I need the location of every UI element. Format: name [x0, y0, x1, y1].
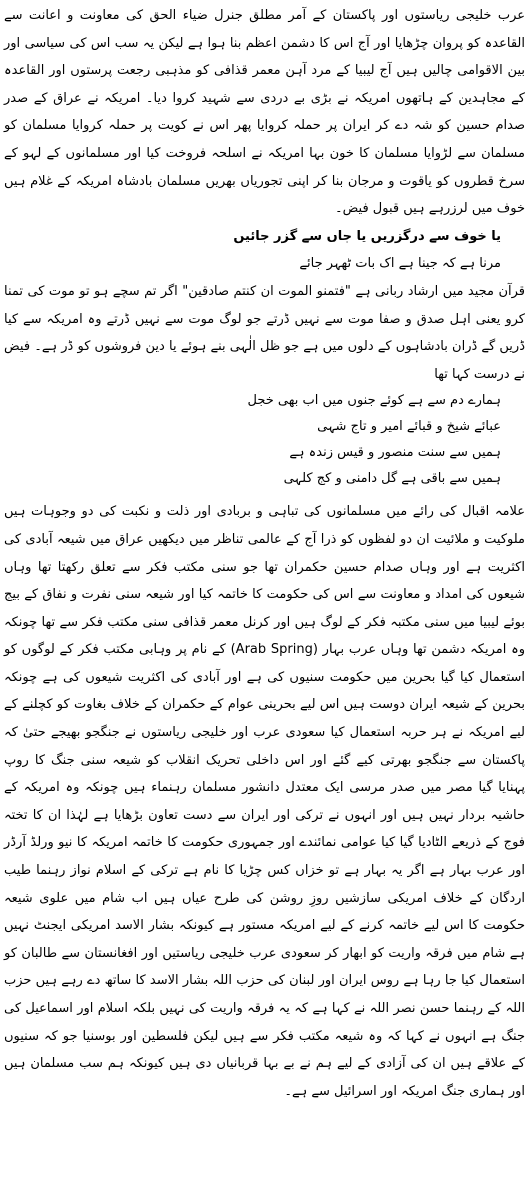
verse-line: ہمارے دم سے ہے کوئے جنوں میں اب بھی خجل — [247, 393, 501, 409]
verse-line: ہمیں سے سنت منصور و قیس زندہ ہے — [289, 445, 501, 461]
verse-line: عبائے شیخ و قبائے امیر و تاج شہی — [317, 419, 501, 435]
paragraph-iqbal: علامہ اقبال کی رائے میں مسلمانوں کی تباہی و بربادی اور ذلت و نکبت کی دو وجوہات ہیں ملوکیت و ملائیت ان دو لفظوں کو ذرا آج کے عالمی تناظر میں دیکھیں عراق میں شیعہ آبادی کی اکثریت ہے اور وہاں صدام حسین حکمران تھا جو سنی مکتب فکر سے تعلق رکھتا تھا وہاں شیعوں کی امداد و معاونت سے اس کی حکومت کا خاتمہ کیا اور شیعہ سنی نفرت و نفاق کے بیج بوئے لیبیا میں سنی مکتبہ فکر کے لوگ ہیں اور کرنل معمر قذافی سنی مکتب فکر سے تھا چونکہ وہ امریکہ دشمن تھا وہاں عرب بہار (Arab Spring) کے نام پر وہابی مکتب فکر کے لوگوں کو استعمال کیا گیا بحرین میں حکومت سنیوں کی ہے اور آبادی کی اکثریت شیعوں کی ہے چونکہ بحرین کے شیعہ ایران دوست ہیں اس لیے بحرینی عوام کے حکمران کے خلاف بغاوت کو کچلنے کے لیے امریکہ نے ہر حربہ استعمال کیا سعودی عرب اور خلیجی ریاستوں نے جنگجو بھیجے حتیٰ کہ پاکستان سے جنگجو بھرتی کیے گئے اور اس داخلی تحریک انقلاب کو شیعہ سنی جنگ کا روپ پہنایا گیا مصر میں صدر مرسی ایک معتدل دانشور مسلمان رہنماء ہیں چونکہ وہ امریکہ کے حاشیہ بردار نہیں ہیں اور انہوں نے ترکی اور ایران سے دست تعاون بڑھایا ہے لہٰذا ان کا تختہ فوج کے ذریعے الٹادیا گیا کیا عوامی نمائندے اور جمہوری حکومت کا خاتمہ امریکہ کا نیو ورلڈ آرڈر اور عرب بہار ہے اگر یہ بہار ہے تو خزاں کس چڑیا کا نام ہے ترکی کے اسلام نواز رہنما طیب اردگان کے خلاف امریکی سازشیں روزِ روشن کی طرح عیاں ہیں اب شام میں علوی شیعہ حکومت کا اس لیے خاتمہ کرنے کے لیے امریکہ مستور ہے کیونکہ بشار الاسد امریکی ایجنٹ نہیں ہے شام میں فرقہ واریت کو ابھار کر سعودی عرب خلیجی ریاستیں اور افغانستان سے طالبان کو استعمال کیا جا رہا ہے روس ایران اور لبنان کی حزب اللہ بشار الاسد کا ساتھ دے رہے ہیں حزب اللہ کے رہنما حسن نصر اللہ نے کہا ہے کہ یہ فرقہ واریت کی نہیں بلکہ اسلام اور اسماعیل کی جنگ ہے انہوں نے کہا کہ وہ شیعہ مکتب فکر سے ہیں لیکن فلسطین اور بوسنیا جو کہ سنیوں کے علاقے ہیں ان کی آزادی کے لیے ہم نے بے بہا قربانیاں دی ہیں کیونکہ ہم سب مسلمان ہیں اور ہماری جنگ امریکہ اور اسرائیل سے ہے۔ — [4, 504, 525, 1099]
verse-line: ہمیں سے باقی ہے گل دامنی و کج کلہی — [283, 471, 501, 487]
paragraph-quran: قرآن مجید میں ارشاد ربانی ہے "فتمنو الموت ان کنتم صادقین" اگر تم سچے ہو تو موت کی تمنا کرو یعنی اہل صدق و صفا موت سے نہیں ڈرتے جو لوگ موت سے نہیں ڈرتے وہ امریکہ سے کیا ڈریں گے ڈران بادشاہوں کے دلوں میں ہے جو ظل الٰہی بنے ہوئے یا دین فروشوں کو ڈر ہے۔ فیض نے درست کہا تھا — [4, 283, 525, 382]
verse-line: یا خوف سے درگزریں یا جاں سے گزر جائیں — [233, 228, 501, 244]
paragraph-intro: عرب خلیجی ریاستوں اور پاکستان کے آمر مطلق جنرل ضیاء الحق کی معاونت و اعانت سے القاعدہ کو پروان چڑھایا اور آج اس کا دشمن اعظم بنا ہوا ہے لیکن یہ سب اس کی سیاسی اور بین الاقوامی چالیں ہیں آج لیبیا کے مرد آہن معمر قذافی کو مذہبی رجعت پرستوں اور القاعدہ کے مجاہدین کے ہاتھوں امریکہ نے بڑی بے دردی سے شہید کروا دیا۔ امریکہ نے عراق کے صدر صدام حسین کو شہ دے کر ایران پر حملہ کروایا پھر اس نے کویت پر حملہ کروایا مسلمان کو مسلمان سے لڑوایا مسلمان کا خون بہا امریکہ نے اسلحہ فروخت کیا اور مسلمانوں کے لہو کے سرخ قطروں کو یاقوت و مرجان بنا کر اپنی تجوریاں بھریں مسلمان بادشاہ امریکہ کے غلام ہیں خوف میں لرزرہے ہیں قبول فیض۔ — [4, 8, 525, 217]
verse-line: مرنا ہے کہ جینا ہے اک بات ٹھہر جائے — [299, 256, 501, 272]
